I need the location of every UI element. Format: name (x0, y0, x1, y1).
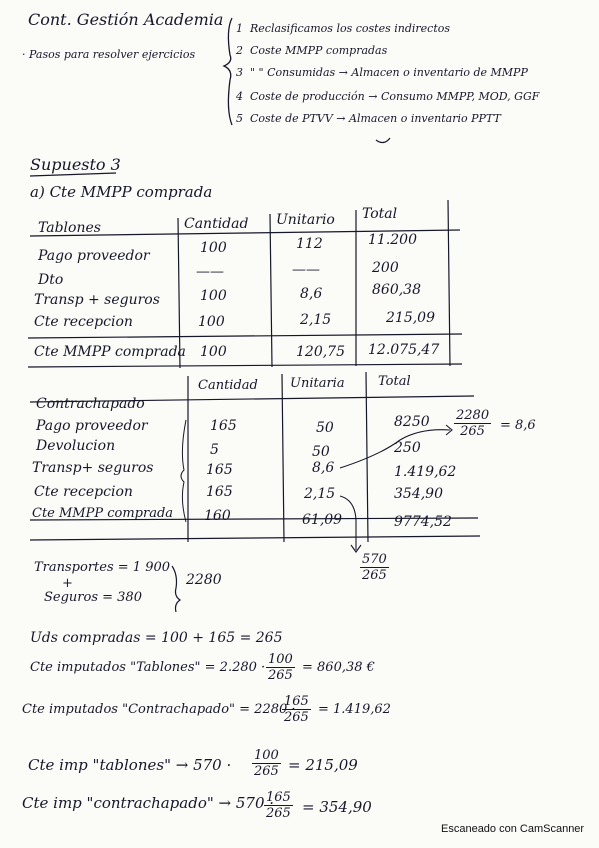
table-cell: 12.075,47 (368, 342, 440, 358)
table-cell: Devolucion (36, 438, 116, 454)
steps-label: · Pasos para resolver ejercicios (22, 48, 196, 61)
step-text: " " Consumidas → Almacen o inventario de MMPP (250, 66, 528, 79)
table-cell: 165 (210, 418, 237, 434)
table-cell: Cte recepcion (34, 314, 133, 330)
table-header-cell: Total (362, 206, 398, 222)
fraction-numerator: 100 (268, 652, 293, 667)
imp-tablones-fraction (252, 748, 281, 779)
table-cell: 8,6 (312, 460, 335, 476)
table-header-cell: Total (378, 374, 411, 389)
table-cell: 2,15 (304, 486, 336, 502)
section-heading: a) Cte MMPP comprada (30, 183, 213, 201)
scanner-watermark: Escaneado con CamScanner (441, 823, 585, 835)
fraction-denominator: 265 (362, 568, 387, 583)
table-cell: 165 (206, 462, 233, 478)
table-header-cell: Unitario (276, 212, 335, 228)
table-cell: Pago proveedor (36, 418, 148, 434)
table-cell: 354,90 (394, 486, 443, 502)
table-cell: 9774,52 (394, 514, 452, 530)
table-cell: 50 (316, 420, 334, 436)
fraction-denominator: 265 (268, 668, 293, 683)
cte-contrachapado-prefix: Cte imputados "Contrachapado" = 2280 · (22, 702, 296, 717)
step-text: Reclasificamos los costes indirectos (250, 22, 451, 35)
step-text: Coste de PTVV → Almacen o inventario PPTT (250, 112, 501, 125)
table-cell: 1.419,62 (394, 464, 457, 480)
seguros-line: Seguros = 380 (44, 590, 142, 605)
step-number: 5 (236, 112, 243, 125)
table-cell: 8,6 (300, 286, 323, 302)
table-cell: 200 (372, 260, 399, 276)
table-cell: 2,15 (300, 312, 332, 328)
imp-contrachapado-prefix: Cte imp "contrachapado" → 570 · (22, 794, 275, 812)
fraction-denominator: 265 (254, 764, 279, 779)
cte-tablones-prefix: Cte imputados "Tablones" = 2.280 · (30, 660, 266, 675)
table-cell: 120,75 (296, 344, 345, 360)
step-number: 3 (236, 66, 243, 79)
transportes-line: Transportes = 1 900 (34, 560, 171, 575)
imp-tablones-prefix: Cte imp "tablones" → 570 · (28, 756, 232, 774)
table-cell: 160 (204, 508, 231, 524)
step-number: 1 (236, 22, 243, 35)
sum-total: 2280 (186, 572, 222, 588)
table-cell: 8250 (394, 414, 430, 430)
side-fraction-result: = 8,6 (500, 418, 536, 433)
table-cell: Dto (38, 272, 64, 288)
step-text: Coste MMPP compradas (250, 44, 388, 57)
table-cell: 100 (200, 288, 227, 304)
table-cell: Cte recepcion (34, 484, 133, 500)
table-cell: —— (292, 262, 320, 278)
cte-tablones-result: = 860,38 € (302, 660, 375, 675)
table-cell: 100 (200, 240, 227, 256)
table-cell: 100 (198, 314, 225, 330)
table-header-cell: Tablones (38, 220, 101, 236)
table-cell: Cte MMPP comprada (32, 506, 174, 521)
table-header-cell: Cantidad (184, 216, 249, 232)
cte-tablones-fraction (266, 652, 295, 683)
table-cell: 11.200 (368, 232, 417, 248)
table-cell: 250 (394, 440, 421, 456)
cte-contrachapado-fraction (282, 694, 311, 725)
table-cell: 112 (296, 236, 323, 252)
table-cell: Transp+ seguros (32, 460, 154, 476)
table-header-cell: Contrachapado (36, 396, 145, 412)
table-cell: 61,09 (302, 512, 343, 528)
table-cell: 165 (206, 484, 233, 500)
fraction-denominator: 265 (460, 424, 485, 439)
table-header-cell: Cantidad (198, 378, 258, 393)
uds-compradas: Uds compradas = 100 + 165 = 265 (30, 630, 283, 646)
imp-tablones-result: = 215,09 (288, 756, 358, 774)
fraction-denominator: 265 (284, 710, 309, 725)
fraction-numerator: 100 (254, 748, 279, 763)
table-cell: Transp + seguros (34, 292, 160, 308)
step-number: 2 (236, 44, 243, 57)
step-number: 4 (236, 90, 243, 103)
cte-contrachapado-result: = 1.419,62 (318, 702, 391, 717)
table-cell: 50 (312, 444, 330, 460)
imp-contrachapado-fraction (264, 790, 293, 821)
table-cell: Cte MMPP comprada (34, 344, 186, 360)
step-text: Coste de producción → Consumo MMPP, MOD, GGF (250, 90, 540, 103)
table-cell: —— (196, 264, 224, 280)
fraction-numerator: 165 (266, 790, 291, 805)
down-fraction (360, 552, 389, 583)
table-header-cell: Unitaria (290, 376, 345, 391)
table-cell: 100 (200, 344, 227, 360)
fraction-denominator: 265 (266, 806, 291, 821)
table-cell: Pago proveedor (38, 248, 150, 264)
plus-sign: + (62, 576, 73, 591)
side-fraction (454, 408, 491, 439)
table-cell: 5 (210, 442, 219, 458)
table-cell: 860,38 (372, 282, 421, 298)
table-cell: 215,09 (386, 310, 435, 326)
imp-contrachapado-result: = 354,90 (302, 798, 372, 816)
page-title: Cont. Gestión Academia (28, 10, 224, 29)
supuesto-title: Supuesto 3 (30, 155, 121, 174)
fraction-numerator: 165 (284, 694, 309, 709)
fraction-numerator: 570 (362, 552, 387, 567)
fraction-numerator: 2280 (456, 408, 490, 423)
